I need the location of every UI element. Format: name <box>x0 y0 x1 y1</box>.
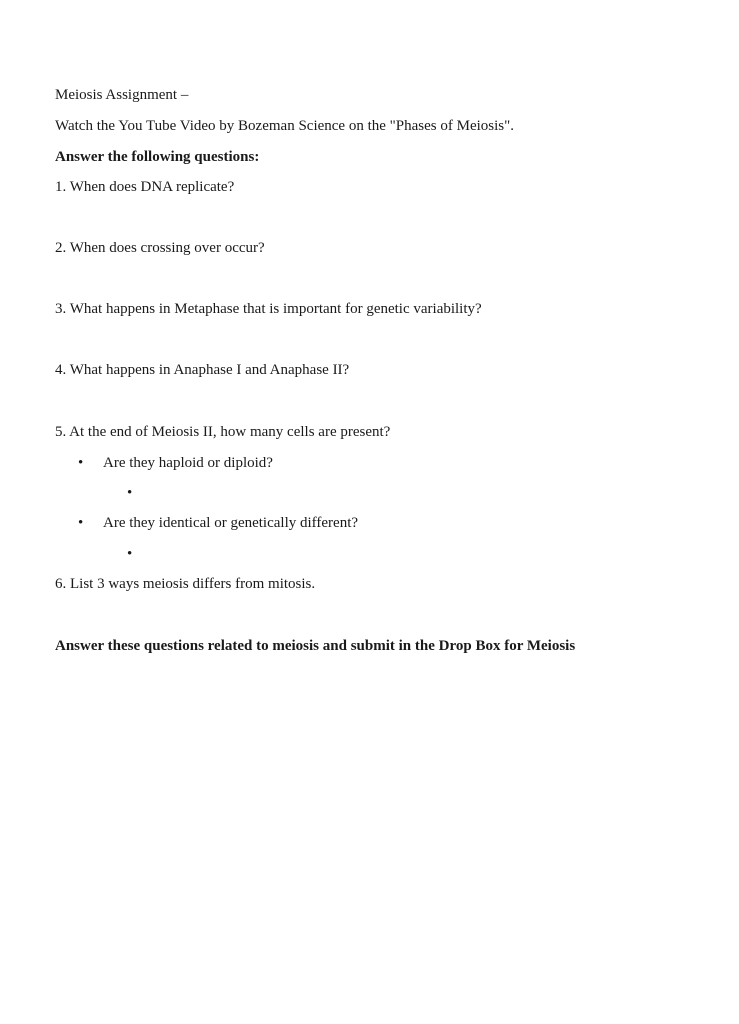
question-6: 6. List 3 ways meiosis differs from mitosis. <box>55 576 316 592</box>
question-3: 3. What happens in Metaphase that is important for genetic variability? <box>55 301 482 317</box>
answer-bullet-2: • <box>127 546 133 562</box>
document-title: Meiosis Assignment – <box>55 87 189 103</box>
sub-question-bullet-2: • <box>78 515 84 531</box>
sub-question-bullet-1: • <box>78 455 84 471</box>
question-1: 1. When does DNA replicate? <box>55 179 235 195</box>
question-4: 4. What happens in Anaphase I and Anaphase II? <box>55 362 350 378</box>
sub-question-2: Are they identical or genetically different? <box>103 515 359 531</box>
footer-instruction: Answer these questions related to meiosis and submit in the Drop Box for Meiosis <box>55 638 576 654</box>
questions-heading: Answer the following questions: <box>55 149 260 165</box>
question-2: 2. When does crossing over occur? <box>55 240 265 256</box>
instruction-text: Watch the You Tube Video by Bozeman Science on the "Phases of Meiosis". <box>55 118 514 134</box>
sub-question-1: Are they haploid or diploid? <box>103 455 273 471</box>
question-5: 5. At the end of Meiosis II, how many cells are present? <box>55 424 391 440</box>
answer-bullet-1: • <box>127 485 133 501</box>
